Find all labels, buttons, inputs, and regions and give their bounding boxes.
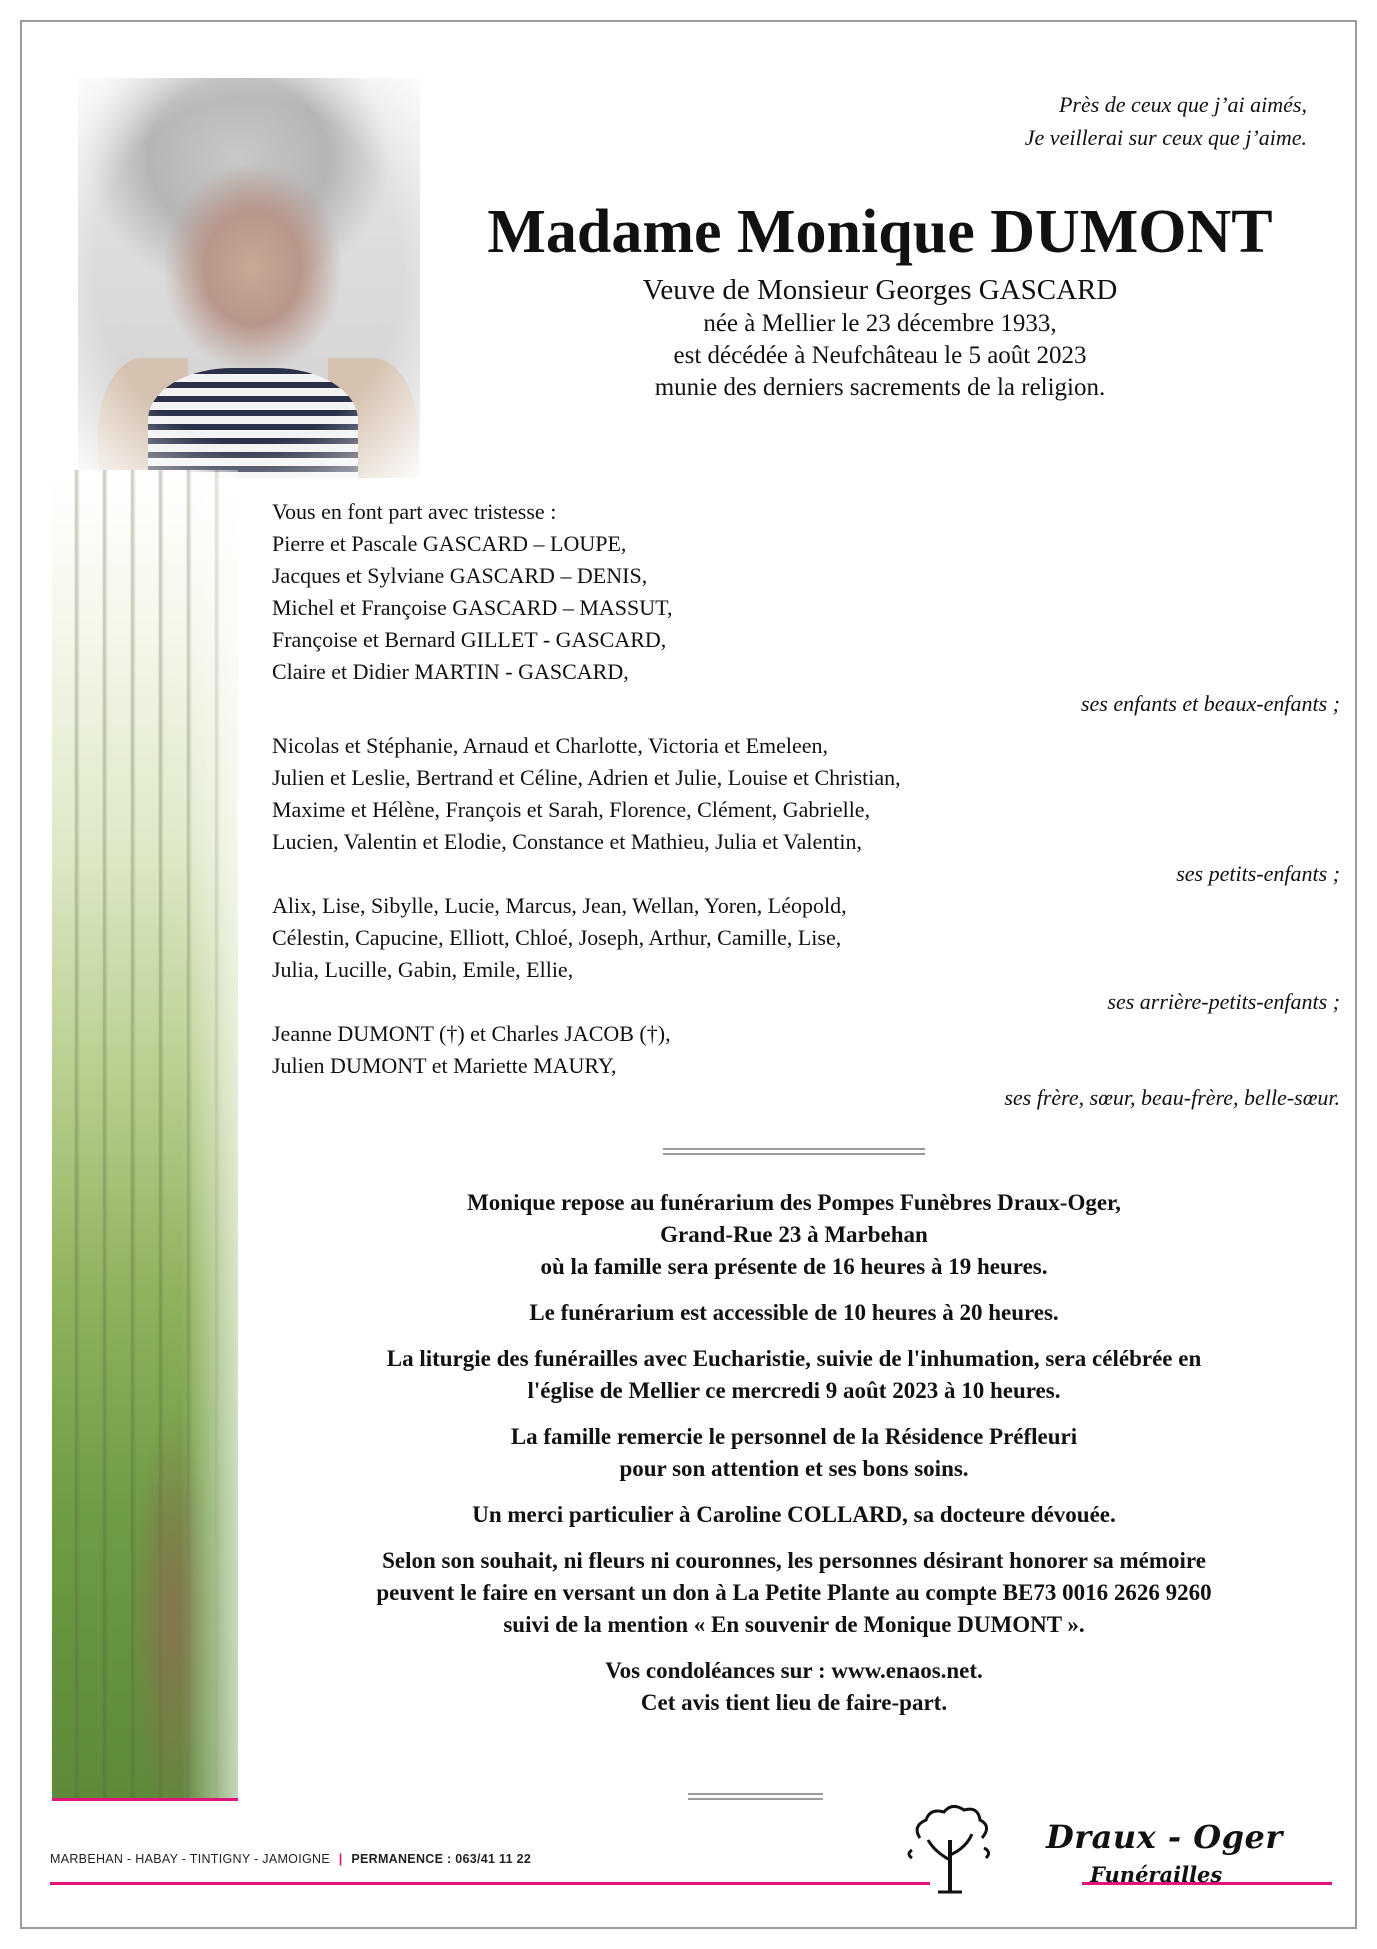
- widow-of: Veuve de Monsieur Georges GASCARD: [642, 274, 1118, 306]
- liturgy-announcement: [272, 1343, 1316, 1407]
- footer-info: [50, 1852, 531, 1866]
- siblings-line: Jeanne DUMONT (†) et Charles JACOB (†),: [272, 1021, 671, 1046]
- access-announcement: Le funérarium est accessible de 10 heures à 20 heures.: [529, 1300, 1059, 1325]
- thanks-announcement: [272, 1421, 1316, 1485]
- birth-info: née à Mellier le 23 décembre 1933,: [703, 310, 1057, 337]
- great-grandchildren-line: Julia, Lucille, Gabin, Emile, Ellie,: [272, 957, 574, 982]
- liturgy-line: l'église de Mellier ce mercredi 9 août 2023 à 10 heures.: [527, 1378, 1061, 1403]
- grandchildren-line: Julien et Leslie, Bertrand et Céline, Adrien et Julie, Louise et Christian,: [272, 765, 901, 790]
- children-line: Claire et Didier MARTIN - GASCARD,: [272, 659, 629, 684]
- grandchildren-line: Lucien, Valentin et Elodie, Constance et Mathieu, Julia et Valentin,: [272, 829, 862, 854]
- children-line: Françoise et Bernard GILLET - GASCARD,: [272, 627, 667, 652]
- family-intro: Vous en font part avec tristesse :: [272, 499, 557, 524]
- rest-announcement: [272, 1187, 1316, 1283]
- verse-line: Près de ceux que j’ai aimés,: [1058, 92, 1307, 117]
- section-divider: [663, 1148, 925, 1155]
- liturgy-line: La liturgie des funérailles avec Eucharistie, suivie de l'inhumation, sera célébrée en: [386, 1346, 1202, 1371]
- rest-line: Monique repose au funérarium des Pompes Funèbres Draux-Oger,: [467, 1190, 1121, 1215]
- donation-line: suivi de la mention « En souvenir de Monique DUMONT ».: [503, 1612, 1085, 1637]
- footer-separator: |: [338, 1852, 343, 1866]
- donation-line: Selon son souhait, ni fleurs ni couronnes, les personnes désirant honorer sa mémoire: [382, 1548, 1206, 1573]
- forest-path-image: [52, 470, 238, 1800]
- sacraments-info: munie des derniers sacrements de la religion.: [654, 374, 1106, 401]
- children-line: Pierre et Pascale GASCARD – LOUPE,: [272, 531, 627, 556]
- footer-permanence: PERMANENCE : 063/41 11 22: [351, 1852, 532, 1866]
- grandchildren-line: Nicolas et Stéphanie, Arnaud et Charlotte, Victoria et Emeleen,: [272, 733, 829, 758]
- condolences-announcement: [272, 1655, 1316, 1719]
- brand-name: Draux - Oger: [1046, 1818, 1283, 1856]
- great-grandchildren-relation: ses arrière-petits-enfants ;: [1107, 989, 1340, 1014]
- deceased-header: [440, 196, 1320, 404]
- condolences-line: Cet avis tient lieu de faire-part.: [640, 1690, 948, 1715]
- children-line: Michel et Françoise GASCARD – MASSUT,: [272, 595, 673, 620]
- rest-line: Grand-Rue 23 à Marbehan: [660, 1222, 928, 1247]
- donation-line: peuvent le faire en versant un don à La Petite Plante au compte BE73 0016 2626 9260: [376, 1580, 1212, 1605]
- family-list: [272, 496, 1340, 1114]
- portrait-striped-shirt: [148, 368, 358, 478]
- children-line: Jacques et Sylviane GASCARD – DENIS,: [272, 563, 648, 588]
- tree-logo-icon: [900, 1800, 1000, 1895]
- footer-locations: MARBEHAN - HABAY - TINTIGNY - JAMOIGNE: [50, 1852, 330, 1866]
- verse: [1025, 88, 1307, 154]
- special-thanks: Un merci particulier à Caroline COLLARD, sa docteure dévouée.: [472, 1502, 1116, 1527]
- announcements: [272, 1187, 1316, 1733]
- grandchildren-line: Maxime et Hélène, François et Sarah, Florence, Clément, Gabrielle,: [272, 797, 871, 822]
- forest-underline: [52, 1798, 238, 1801]
- grandchildren-relation: ses petits-enfants ;: [1176, 861, 1340, 886]
- children-relation: ses enfants et beaux-enfants ;: [1080, 691, 1340, 716]
- portrait-photo: [78, 78, 420, 478]
- siblings-line: Julien DUMONT et Mariette MAURY,: [272, 1053, 617, 1078]
- death-info: est décédée à Neufchâteau le 5 août 2023: [673, 342, 1087, 369]
- great-grandchildren-line: Célestin, Capucine, Elliott, Chloé, Joseph, Arthur, Camille, Lise,: [272, 925, 842, 950]
- thanks-line: pour son attention et ses bons soins.: [619, 1456, 969, 1481]
- siblings-relation: ses frère, sœur, beau-frère, belle-sœur.: [1004, 1085, 1340, 1110]
- condolences-line: Vos condoléances sur : www.enaos.net.: [605, 1658, 983, 1683]
- footer-line-left: [50, 1882, 930, 1885]
- great-grandchildren-line: Alix, Lise, Sibylle, Lucie, Marcus, Jean, Wellan, Yoren, Léopold,: [272, 893, 847, 918]
- thanks-line: La famille remercie le personnel de la Résidence Préfleuri: [510, 1424, 1078, 1449]
- donation-announcement: [272, 1545, 1316, 1641]
- deceased-name: Madame Monique DUMONT: [487, 198, 1273, 266]
- brand-subtitle: Funérailles: [1090, 1862, 1223, 1887]
- verse-line: Je veillerai sur ceux que j’aime.: [1024, 125, 1307, 150]
- rest-line: où la famille sera présente de 16 heures à 19 heures.: [540, 1254, 1048, 1279]
- bottom-divider: [688, 1793, 823, 1800]
